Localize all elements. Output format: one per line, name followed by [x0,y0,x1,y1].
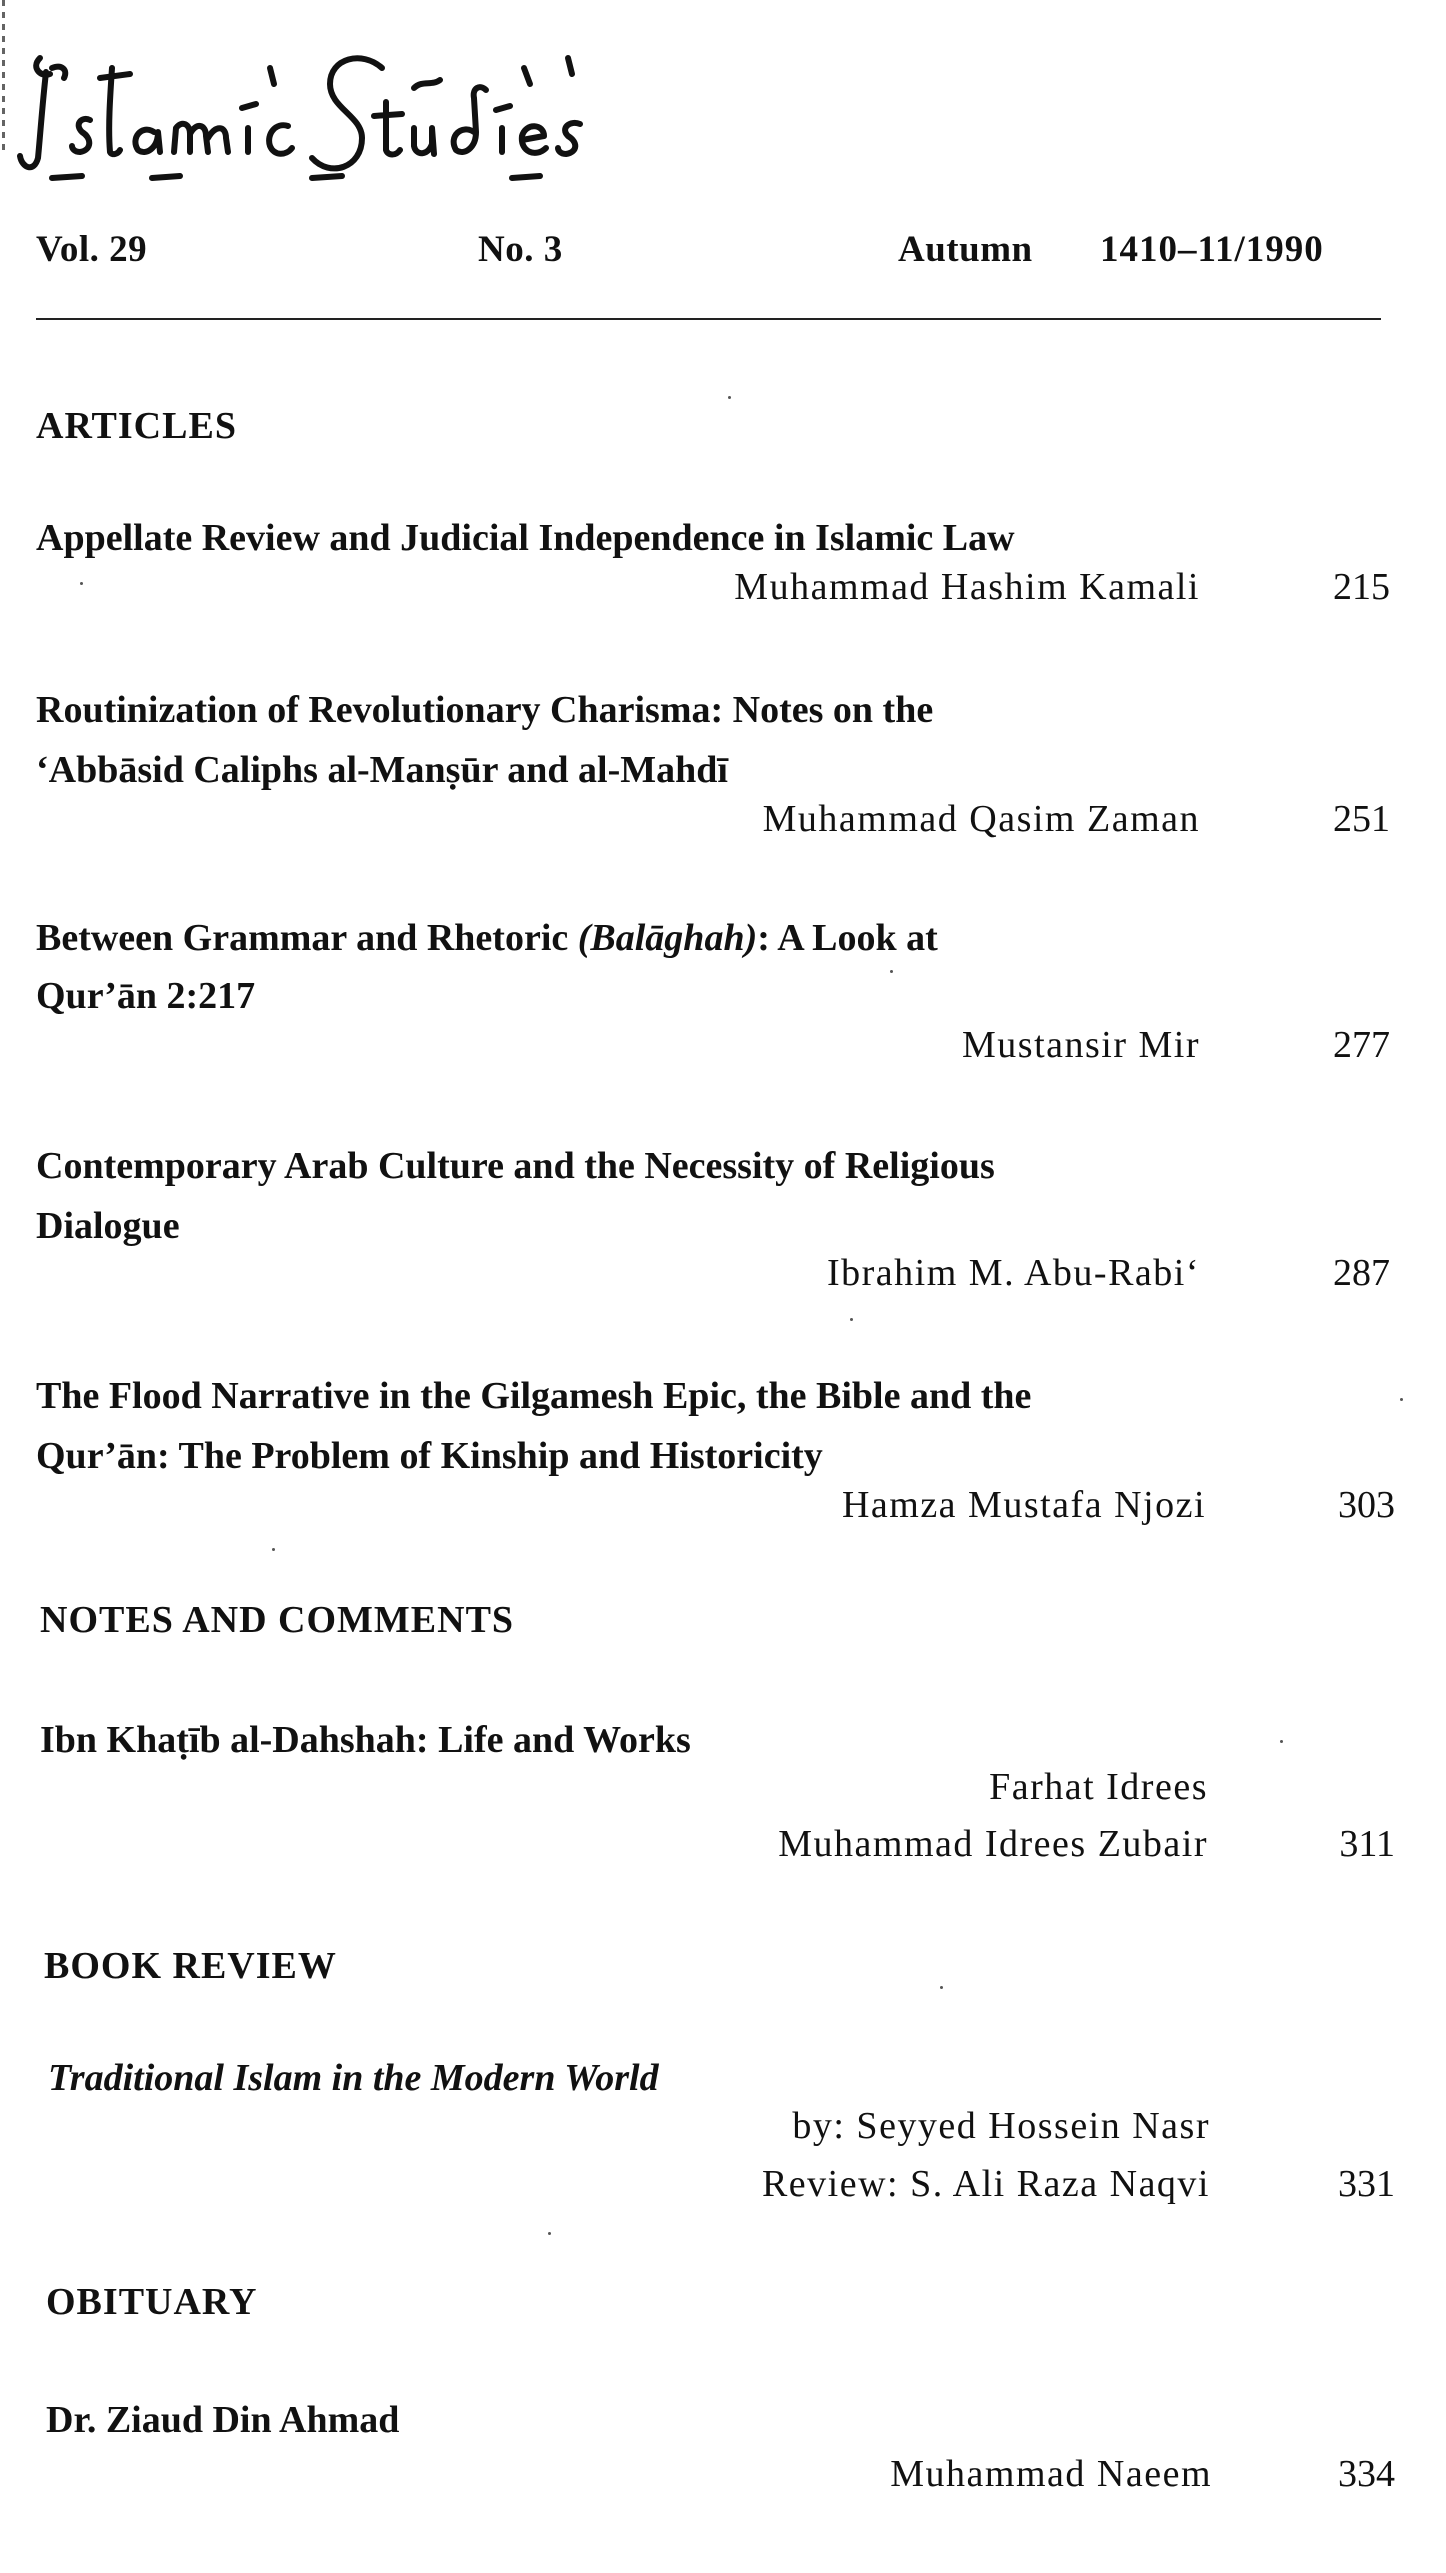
review-reviewer: Review: S. Ali Raza Naqvi [761,2163,1210,2205]
journal-masthead-logo [12,28,612,188]
scan-speck [1280,1740,1283,1743]
article-author-1: Muhammad Hashim Kamali [734,566,1200,608]
article-page-2: 251 [1333,798,1390,840]
issue-number: No. 3 [478,229,563,270]
article-title-1: Appellate Review and Judicial Independence in Islamic Law [36,517,1015,559]
obituary-page: 334 [1338,2453,1395,2495]
article-title-4-line-2: Dialogue [36,1205,180,1247]
article-title-3-part-a: Between Grammar and Rhetoric [36,917,578,959]
article-title-5-line-2: Qur’ān: The Problem of Kinship and Historicity [36,1435,823,1477]
obituary-author: Muhammad Naeem [890,2453,1212,2495]
article-author-4: Ibrahim M. Abu-Rabi‘ [826,1252,1200,1294]
article-title-2-line-1: Routinization of Revolutionary Charisma: Notes on the [36,689,934,731]
article-author-5: Hamza Mustafa Njozi [841,1484,1206,1526]
article-page-4: 287 [1333,1252,1390,1294]
section-book-review: BOOK REVIEW [44,1945,337,1987]
scan-speck [272,1548,275,1551]
scan-speck [728,396,731,399]
issue-date: 1410–11/1990 [1100,229,1324,270]
volume-label: Vol. 29 [36,229,148,270]
article-title-3-line-2: Qur’ān 2:217 [36,975,256,1017]
scan-speck [940,1986,943,1989]
scan-speck [850,1318,853,1321]
note-page-1: 311 [1339,1823,1395,1865]
article-page-3: 277 [1333,1024,1390,1066]
article-title-5-line-1: The Flood Narrative in the Gilgamesh Epic, the Bible and the [36,1375,1032,1417]
masthead-calligraphy [12,28,612,188]
article-title-3-part-b: (Balāghah) [577,917,758,959]
review-book-author: by: Seyyed Hossein Nasr [792,2105,1210,2147]
review-book-title: Traditional Islam in the Modern World [48,2057,659,2099]
section-obituary: OBITUARY [46,2281,258,2323]
section-articles: ARTICLES [36,405,237,447]
scan-speck [1400,1398,1403,1401]
note-author-1: Farhat Idrees [989,1766,1208,1808]
article-author-3: Mustansir Mir [962,1024,1200,1066]
section-notes-and-comments: NOTES AND COMMENTS [40,1599,515,1641]
article-page-5: 303 [1338,1484,1395,1526]
article-title-2-line-2: ‘Abbāsid Caliphs al-Manṣūr and al-Mahdī [36,749,728,791]
article-page-1: 215 [1333,566,1390,608]
obituary-title: Dr. Ziaud Din Ahmad [46,2399,400,2441]
article-title-3-line-1 [36,908,1196,968]
issue-season: Autumn [898,229,1033,270]
article-author-2: Muhammad Qasim Zaman [762,798,1200,840]
article-title-3-part-c: : A Look at [757,917,938,959]
scan-edge-marks [2,0,5,150]
scan-speck [890,970,893,973]
review-page: 331 [1338,2163,1395,2205]
header-divider [36,318,1381,320]
article-title-4-line-1: Contemporary Arab Culture and the Necessity of Religious [36,1145,995,1187]
scan-speck [548,2232,551,2235]
note-title-1: Ibn Khaṭīb al-Dahshah: Life and Works [40,1719,691,1761]
note-author-2: Muhammad Idrees Zubair [778,1823,1208,1865]
scan-speck [80,582,83,585]
